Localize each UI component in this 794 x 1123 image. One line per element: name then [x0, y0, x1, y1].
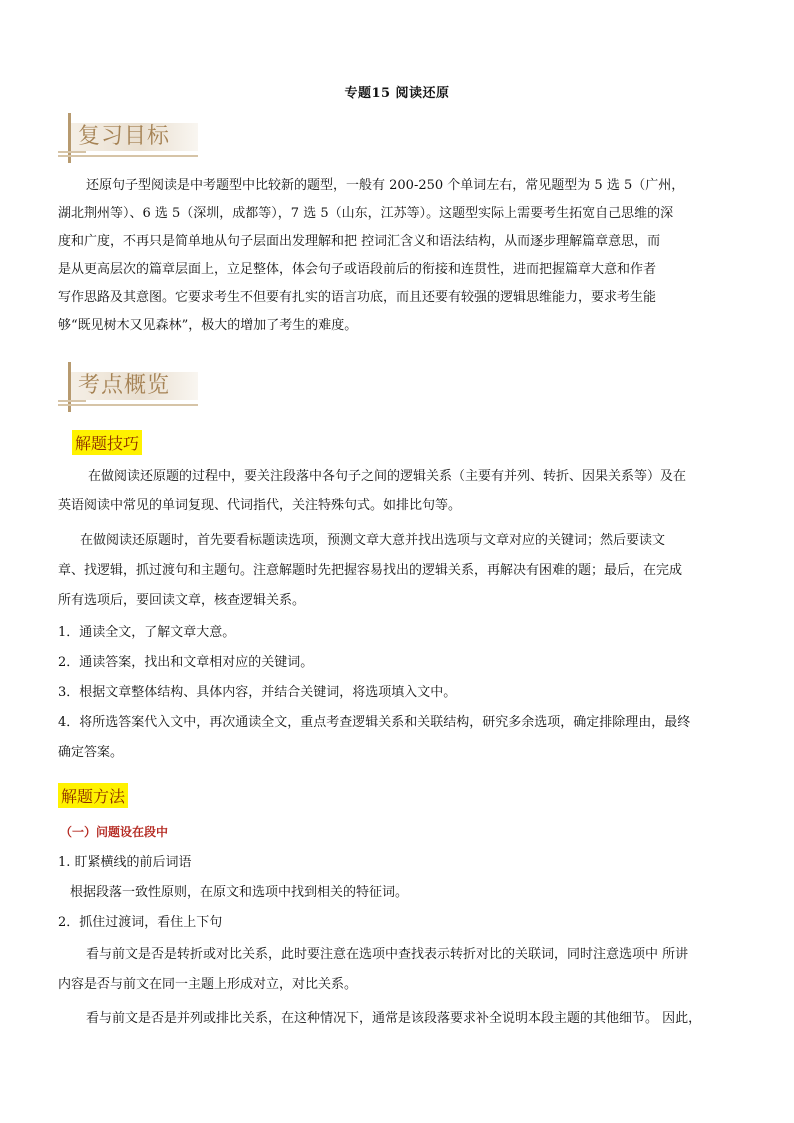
text-line: 在做阅读还原题的过程中，要关注段落中各句子之间的逻辑关系（主要有并列、转折、因果关系等）及在 [88, 469, 687, 484]
text-line: 度和广度，不再只是简单地从句子层面出发理解和把 控词汇含义和语法结构，从而逐步理解篇章意思，而 [58, 234, 661, 249]
method-1 [58, 848, 738, 938]
document-title: 专题15 阅读还原 [344, 86, 450, 101]
method-title: 2．抓住过渡词，看住上下句 [58, 915, 223, 930]
tips-highlight-label: 解题技巧 [72, 430, 142, 455]
text-line: 所有选项后，要回读文章，核查逻辑关系。 [58, 593, 306, 608]
text-line: 看与前文是否是并列或排比关系，在这种情况下，通常是该段落要求补全说明本段主题的其他细节。 因此， [86, 1011, 702, 1026]
list-item: 1．通读全文，了解文章大意。 [58, 625, 236, 640]
text-line: 在做阅读还原题时，首先要看标题读选项，预测文章大意并找出选项与文章对应的关键词；然后要读文 [80, 533, 666, 548]
subheading-middle-question: （一）问题设在段中 [60, 825, 169, 839]
tips-paragraph-2 [58, 526, 738, 616]
text-line: 写作思路及其意图。它要求考生不但要有扎实的语言功底，而且还要有较强的逻辑思维能力，要求考生能 [58, 290, 657, 305]
key-points-label: 考点概览 [78, 373, 171, 398]
method-title: 1. 盯紧横线的前后词语 [58, 855, 192, 870]
list-item: 确定答案。 [58, 745, 124, 760]
key-points-banner [58, 362, 198, 412]
text-line: 是从更高层次的篇章层面上，立足整体，体会句子或语段前后的衔接和连贯性，进而把握篇章大意和作者 [58, 262, 657, 277]
text-line: 湖北荆州等）、6 选 5（深圳，成都等），7 选 5（山东，江苏等）。这题型实际上需要考生拓宽自己思维的深 [58, 206, 674, 221]
method-2-paragraph-2 [58, 1004, 738, 1034]
text-line: 英语阅读中常见的单词复现、代词指代，关注特殊句式。如排比句等。 [58, 498, 462, 513]
text-line: 还原句子型阅读是中考题型中比较新的题型，一般有 200-250 个单词左右，常见题型为 5 选 5（广州， [86, 178, 685, 193]
list-item: 3．根据文章整体结构、具体内容，并结合关键词，将选项填入文中。 [58, 685, 457, 700]
list-item: 4．将所选答案代入文中，再次通读全文，重点考查逻辑关系和关联结构，研究多余选项，确定排除理由，最终 [58, 715, 691, 730]
review-goals-paragraph [58, 172, 738, 340]
method-2-paragraph-1 [58, 940, 738, 1000]
text-line: 章、找逻辑，抓过渡句和主题句。注意解题时先把握容易找出的逻辑关系，再解决有困难的题；最后，在完成 [58, 563, 683, 578]
text-line: 根据段落一致性原则，在原文和选项中找到相关的特征词。 [70, 885, 409, 900]
review-goals-label: 复习目标 [78, 124, 171, 149]
list-item: 2．通读答案，找出和文章相对应的关键词。 [58, 655, 314, 670]
text-line: 看与前文是否是转折或对比关系，此时要注意在选项中查找表示转折对比的关联词，同时注意选项中 所讲 [86, 947, 689, 962]
method-highlight-label: 解题方法 [58, 783, 128, 808]
steps-list [58, 618, 738, 768]
tips-paragraph-1 [58, 462, 738, 520]
text-line: 内容是否与前文在同一主题上形成对立，对比关系。 [58, 977, 358, 992]
review-goals-banner [58, 113, 198, 163]
text-line: 够“既见树木又见森林”，极大的增加了考生的难度。 [58, 318, 358, 333]
